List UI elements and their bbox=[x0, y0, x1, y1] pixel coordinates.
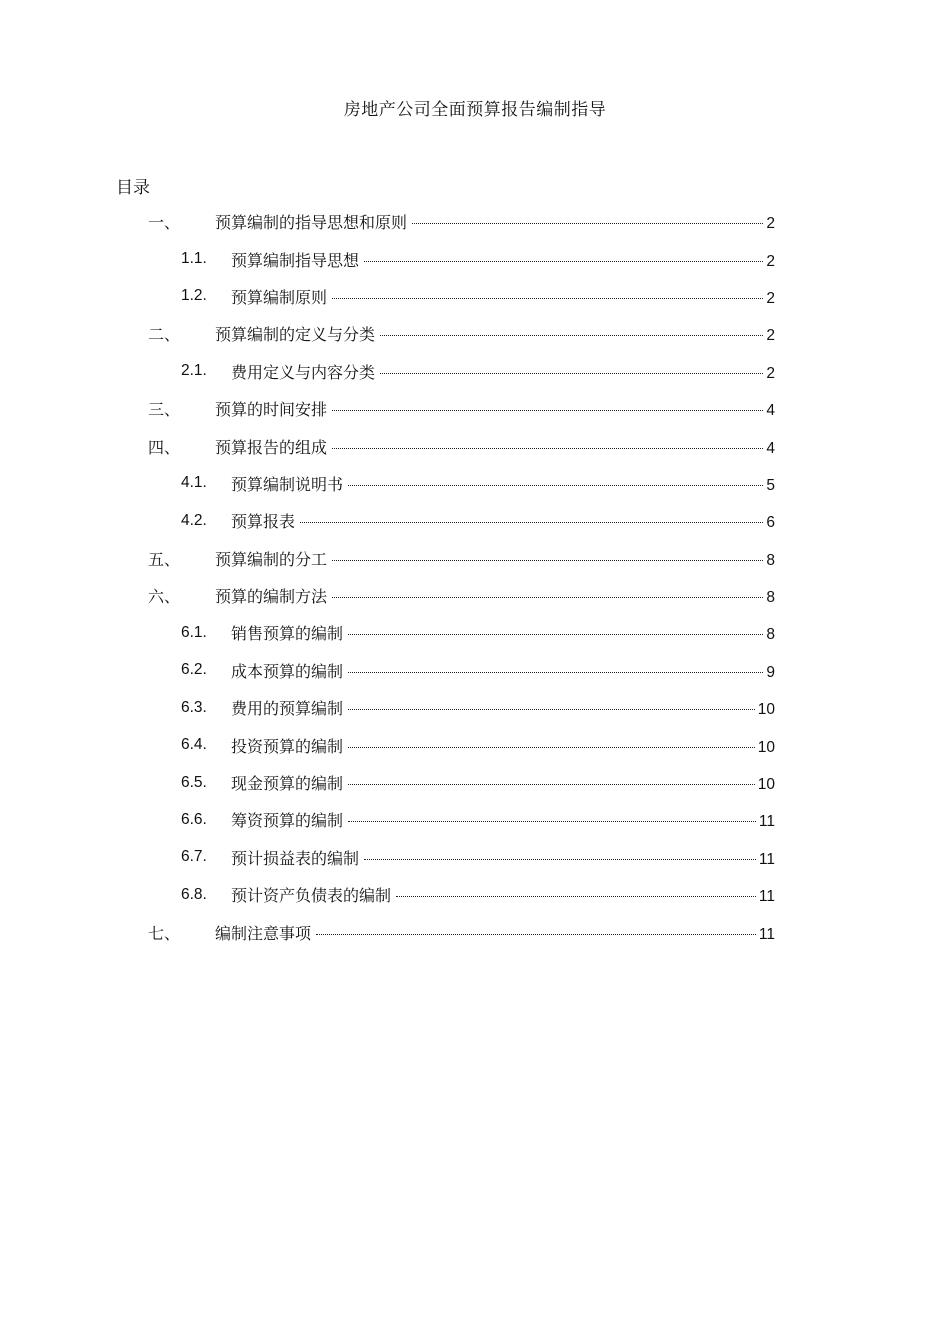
toc-entry-number: 6.6. bbox=[181, 810, 207, 828]
toc-entry-page-number: 6 bbox=[766, 514, 775, 532]
toc-entry-body bbox=[231, 846, 775, 869]
toc-entry-page-number: 4 bbox=[766, 439, 775, 457]
toc-entry-body bbox=[215, 921, 775, 944]
toc-entry-title: 预算编制的指导思想和原则 bbox=[215, 213, 408, 233]
toc-entry-number: 4.1. bbox=[181, 474, 207, 492]
toc-entry[interactable] bbox=[0, 427, 950, 464]
toc-entry-number: 三、 bbox=[148, 400, 181, 420]
toc-entry-body bbox=[231, 472, 775, 495]
toc-entry-page-number: 2 bbox=[766, 215, 775, 233]
toc-entry[interactable] bbox=[0, 315, 950, 352]
toc-entry-body bbox=[215, 397, 775, 420]
toc-entry-body bbox=[215, 322, 775, 345]
toc-entry-title: 预算编制指导思想 bbox=[231, 250, 360, 270]
toc-entry-body bbox=[215, 547, 775, 570]
toc-entry-page-number: 9 bbox=[766, 663, 775, 681]
toc-dot-leader bbox=[380, 373, 763, 374]
toc-entry-title: 预算编制原则 bbox=[231, 287, 328, 307]
toc-entry[interactable] bbox=[0, 465, 950, 502]
toc-entry-number: 6.3. bbox=[181, 698, 207, 716]
toc-entry-number: 七、 bbox=[148, 923, 181, 943]
toc-dot-leader bbox=[332, 597, 763, 598]
toc-entry-body bbox=[231, 248, 775, 271]
toc-dot-leader bbox=[348, 672, 763, 673]
toc-entry[interactable] bbox=[0, 278, 950, 315]
toc-entry-body bbox=[215, 435, 775, 458]
toc-entry-body bbox=[231, 360, 775, 383]
toc-dot-leader bbox=[332, 560, 763, 561]
toc-entry-body bbox=[231, 808, 775, 831]
toc-entry-body bbox=[231, 509, 775, 532]
toc-entry-title: 现金预算的编制 bbox=[231, 774, 344, 794]
toc-entry[interactable] bbox=[0, 577, 950, 614]
toc-entry[interactable] bbox=[0, 876, 950, 913]
toc-entry[interactable] bbox=[0, 801, 950, 838]
toc-entry-number: 六、 bbox=[148, 587, 181, 607]
toc-dot-leader bbox=[348, 747, 755, 748]
toc-entry-number: 一、 bbox=[148, 213, 181, 233]
toc-entry-title: 预计资产负债表的编制 bbox=[231, 886, 392, 906]
toc-entry-number: 二、 bbox=[148, 325, 181, 345]
toc-entry-body bbox=[231, 659, 775, 682]
toc-entry-number: 1.2. bbox=[181, 287, 207, 305]
toc-entry-page-number: 2 bbox=[766, 364, 775, 382]
toc-entry-number: 6.5. bbox=[181, 773, 207, 791]
toc-entry-body bbox=[231, 696, 775, 719]
toc-entry-title: 预计损益表的编制 bbox=[231, 848, 360, 868]
toc-entry-number: 五、 bbox=[148, 549, 181, 569]
toc-entry-page-number: 2 bbox=[766, 289, 775, 307]
toc-entry-title: 预算编制说明书 bbox=[231, 474, 344, 494]
toc-entry[interactable] bbox=[0, 764, 950, 801]
toc-dot-leader bbox=[348, 821, 756, 822]
toc-entry[interactable] bbox=[0, 689, 950, 726]
toc-entry-body bbox=[215, 210, 775, 233]
toc-entry-title: 筹资预算的编制 bbox=[231, 811, 344, 831]
toc-entry-body bbox=[231, 621, 775, 644]
toc-dot-leader bbox=[396, 896, 756, 897]
toc-dot-leader bbox=[364, 261, 763, 262]
toc-entry-body bbox=[231, 285, 775, 308]
toc-heading: 目录 bbox=[116, 178, 150, 198]
toc-entry-title: 销售预算的编制 bbox=[231, 624, 344, 644]
toc-entry-number: 6.4. bbox=[181, 736, 207, 754]
toc-entry-page-number: 2 bbox=[766, 327, 775, 345]
toc-entry[interactable] bbox=[0, 353, 950, 390]
toc-entry[interactable] bbox=[0, 913, 950, 950]
toc-entry-page-number: 8 bbox=[766, 626, 775, 644]
toc-entry-title: 费用的预算编制 bbox=[231, 699, 344, 719]
toc-entry[interactable] bbox=[0, 614, 950, 651]
toc-entry-page-number: 11 bbox=[758, 925, 775, 943]
toc-entry-title: 预算报表 bbox=[231, 512, 296, 532]
toc-entry[interactable] bbox=[0, 540, 950, 577]
toc-entry-body bbox=[215, 584, 775, 607]
toc-entry-page-number: 5 bbox=[766, 476, 775, 494]
toc-entry-title: 预算的编制方法 bbox=[215, 587, 328, 607]
toc-dot-leader bbox=[332, 410, 763, 411]
toc-dot-leader bbox=[348, 634, 763, 635]
toc-entry-title: 成本预算的编制 bbox=[231, 661, 344, 681]
toc-entry-body bbox=[231, 734, 775, 757]
toc-dot-leader bbox=[332, 298, 763, 299]
toc-entry-title: 预算报告的组成 bbox=[215, 437, 328, 457]
toc-entry-page-number: 10 bbox=[757, 738, 775, 756]
toc-entry-number: 6.1. bbox=[181, 623, 207, 641]
toc-entry[interactable] bbox=[0, 502, 950, 539]
toc-entry-page-number: 10 bbox=[757, 776, 775, 794]
toc-dot-leader bbox=[316, 934, 756, 935]
toc-entry-number: 2.1. bbox=[181, 362, 207, 380]
toc-entry-page-number: 11 bbox=[758, 850, 775, 868]
toc-entry-title: 费用定义与内容分类 bbox=[231, 362, 376, 382]
toc-dot-leader bbox=[332, 448, 763, 449]
toc-entry-number: 4.2. bbox=[181, 511, 207, 529]
toc-dot-leader bbox=[412, 223, 763, 224]
toc-entry[interactable] bbox=[0, 390, 950, 427]
toc-entry-number: 6.8. bbox=[181, 885, 207, 903]
toc-dot-leader bbox=[348, 784, 755, 785]
toc-entry-page-number: 4 bbox=[766, 402, 775, 420]
table-of-contents bbox=[0, 203, 950, 951]
toc-entry-number: 6.2. bbox=[181, 661, 207, 679]
toc-entry-title: 预算编制的定义与分类 bbox=[215, 325, 376, 345]
toc-entry-title: 预算的时间安排 bbox=[215, 400, 328, 420]
toc-entry-page-number: 8 bbox=[766, 589, 775, 607]
toc-entry-title: 投资预算的编制 bbox=[231, 736, 344, 756]
toc-entry[interactable] bbox=[0, 652, 950, 689]
toc-dot-leader bbox=[380, 335, 763, 336]
toc-entry-body bbox=[231, 883, 775, 906]
toc-entry[interactable] bbox=[0, 203, 950, 240]
toc-entry-body bbox=[231, 771, 775, 794]
toc-entry[interactable] bbox=[0, 839, 950, 876]
toc-dot-leader bbox=[348, 485, 763, 486]
toc-entry[interactable] bbox=[0, 726, 950, 763]
toc-dot-leader bbox=[300, 522, 763, 523]
toc-entry-page-number: 2 bbox=[766, 252, 775, 270]
toc-entry-page-number: 11 bbox=[758, 813, 775, 831]
toc-entry[interactable] bbox=[0, 240, 950, 277]
toc-entry-page-number: 8 bbox=[766, 551, 775, 569]
toc-entry-number: 1.1. bbox=[181, 250, 207, 268]
toc-entry-number: 6.7. bbox=[181, 848, 207, 866]
toc-dot-leader bbox=[364, 859, 756, 860]
toc-entry-number: 四、 bbox=[148, 437, 181, 457]
toc-entry-title: 预算编制的分工 bbox=[215, 549, 328, 569]
toc-entry-title: 编制注意事项 bbox=[215, 923, 312, 943]
toc-entry-page-number: 11 bbox=[758, 888, 775, 906]
toc-dot-leader bbox=[348, 709, 755, 710]
document-title: 房地产公司全面预算报告编制指导 bbox=[343, 100, 607, 120]
toc-entry-page-number: 10 bbox=[757, 701, 775, 719]
